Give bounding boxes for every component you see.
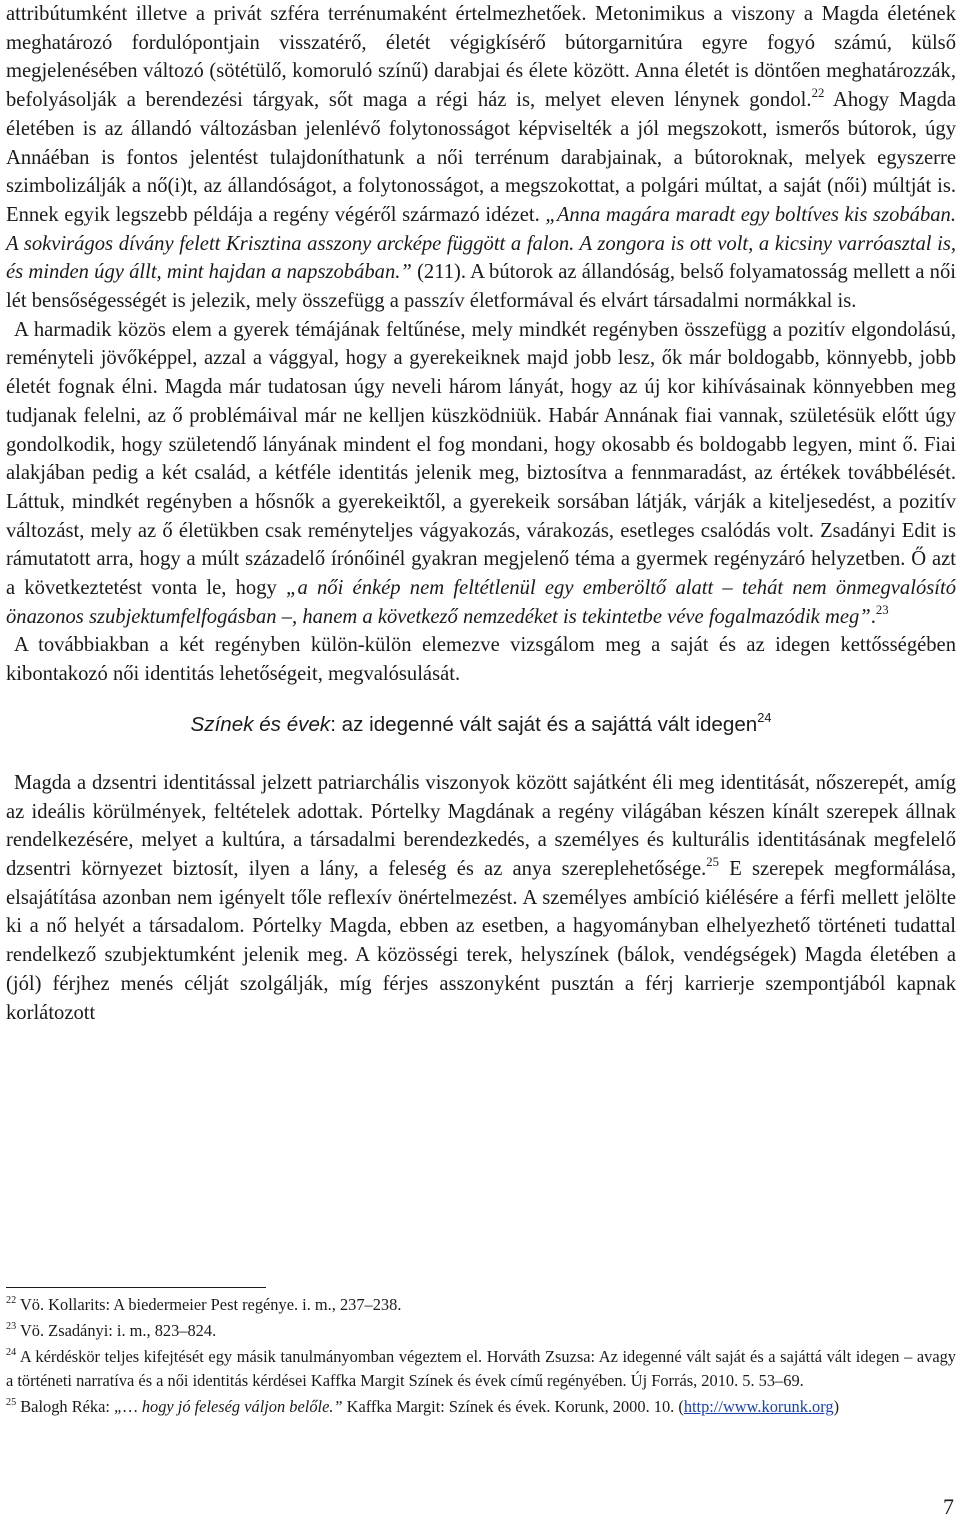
footnote-text: A kérdéskör teljes kifejtését egy másik tanulmányomban végeztem el. Horváth Zsuzsa: Az idegenné vált saját és a sajáttá vált idegen – avagy a történeti narratíva és a női identitás kérdései Kaffka Margit Színek és évek című regényében. Új Forrás, 2010. 5. 53–69.	[6, 1347, 956, 1390]
footnote-text: Vö. Zsadányi: i. m., 823–824.	[16, 1321, 217, 1340]
footnote-number: 23	[6, 1320, 17, 1332]
footnote	[6, 1319, 956, 1343]
paragraph	[6, 0, 956, 316]
footnote-ref[interactable]: 22	[811, 86, 825, 101]
text-run: Magda a dzsentri identitással jelzett patriarchális viszonyok között sajátként éli meg identitását, nőszerepét, amíg az ideális körülmények, feltételek adottak. Pórtelky Magdának a regény világában készen kínált szerepek állnak rendelkezésére, melyet a kultúra, a társadalmi berendezkedés, a személyes és kulturális identitásának megfelelő dzsentri környezet biztosít, ilyen a lány, a feleség és az anya szereplehetősége.	[6, 771, 956, 880]
text-run: Ahogy Magda életében is az állandó változásban jelenlévő folytonosságot képviselték a jól megszokott, ismerős bútorok, úgy Annáéban is fontos jelentést tulajdoníthatunk a női terrénum darabjainak, a bútoroknak, melyek egyszerre szimbolizálják a nő(i)t, az állandóságot, a folytonosságot, a megszokottat, a polgári múltat, a saját (női) múltját is. Ennek egyik legszebb példája a regény végéről származó idézet.	[6, 89, 957, 226]
paragraph	[6, 769, 956, 1027]
quotation: „Anna magára maradt egy boltíves kis szobában. A sokvirágos dívány felett Krisztina asszony arcképe függött a falon. A zongora is ott volt, a kicsiny varróasztal is, és minden úgy állt, mint hajdan a napszobában.”	[6, 203, 956, 284]
quotation: „a női énkép nem feltétlenül egy emberöltő alatt – tehát nem önmegvalósító önazonos szubjektumfelfogásban –, hanem a következő nemzedéket is tekintetbe véve fogalmazódik meg”	[6, 577, 957, 628]
footnote-text: Vö. Kollarits: A biedermeier Pest regénye. i. m., 237–238.	[16, 1295, 402, 1314]
footnote-text: Balogh Réka:	[16, 1397, 115, 1416]
section-heading	[6, 689, 956, 769]
text-run: (211). A bútorok az állandóság, belső folyamatosság mellett a női lét bensőségességét is jelezik, mely összefügg a passzív életformával és elvárt társadalmi normákkal is.	[6, 261, 956, 313]
footnote-divider	[6, 1287, 266, 1288]
text-run: E szerepek megformálása, elsajátítása azonban nem igényelt tőle reflexív önértelmezést. A személyes ambíció kiélésére a férfi mellett jelölte ki a nő helyét a társadalom. Pórtelky Magda, ebben az esetben, a hagyományban elhelyezhető történeti tudattal rendelkező szubjektumként jelenik meg. A közösségi terek, helyszínek (bálok, vendégségek) Magda életében a (jól) férjhez menés célját szolgálják, míg férjes asszonyként pusztán a férj karrierje szempontjából kapnak korlátozott	[6, 857, 956, 1024]
footnote-ref[interactable]: 25	[706, 855, 720, 870]
text-run: attribútumként illetve a privát szféra terrénumaként értelmezhetőek. Metonimikus a viszony a Magda életének meghatározó fordulópontjain visszatérő, életét végigkísérő bútorgarnitúra egyre fogyó számú, külső megjelenésében változó (sötétülő, komoruló színű) darabjai és élete között. Anna életét is döntően meghatározzák, befolyásolják a berendezési tárgyak, sőt maga a régi ház is, melyet eleven lénynek gondol.	[6, 3, 956, 112]
page-number: 7	[943, 1494, 954, 1519]
heading-subtitle: : az idegenné vált saját és a sajáttá vált idegen	[330, 712, 758, 736]
korunk-link[interactable]: http://www.korunk.org	[683, 1397, 834, 1416]
text-run: .	[870, 605, 876, 628]
paragraph: A továbbiakban a két regényben külön-külön elemezve vizsgálom meg a saját és az idegen kettősségében kibontakozó női identitás lehetőségeit, megvalósulását.	[6, 634, 956, 686]
footnote-number: 24	[6, 1346, 17, 1358]
footnote-title: „… hogy jó feleség váljon belőle.”	[114, 1397, 343, 1416]
footnote-text: )	[833, 1397, 840, 1416]
footnote-ref[interactable]: 23	[875, 602, 889, 617]
footnote-number: 25	[6, 1396, 17, 1408]
document-page	[6, 0, 956, 1027]
paragraph	[6, 316, 956, 632]
footnote-ref[interactable]: 24	[757, 709, 772, 725]
footnotes	[6, 1293, 956, 1421]
footnote	[6, 1395, 956, 1419]
footnote-text: Kaffka Margit: Színek és évek. Korunk, 2000. 10. (	[342, 1397, 684, 1416]
text-run: A harmadik közös elem a gyerek témájának feltűnése, mely mindkét regényben összefügg a pozitív elgondolású, reményteli jövőképpel, azzal a vággyal, hogy a gyerekeiknek majd jobb lesz, ők már boldogabb, könnyebb, jobb életét fognak élni. Magda már tudatosan úgy neveli három lányát, hogy az új kor kihívásainak könnyebben meg tudjanak felelni, az ő problémáival már ne kelljen küszködniük. Habár Annának fiai vannak, születésük előtt úgy gondolkodik, hogy születendő lányának mindent el fog mondani, hogy okosabb és boldogabb legyen, mint ő. Fiai alakjában pedig a két család, a kétféle identitás jelenik meg, biztosítva a fennmaradást, az értékek továbbélését. Láttuk, mindkét regényben a hősnők a gyerekeiktől, a gyerekeik sorsában látják, várják a kiteljesedést, a pozitív változást, mely az ő életükben csak reményteljes vágyakozás, várakozás, esetleges csalódás volt. Zsadányi Edit is rámutatott arra, hogy a múlt századelő írónőinél gyakran megjelenő téma a gyermek regényzáró helyzetben. Ő azt a következtetést vonta le, hogy	[6, 318, 956, 600]
footnote-number: 22	[6, 1294, 17, 1306]
footnote	[6, 1345, 956, 1393]
footnote	[6, 1293, 956, 1317]
heading-title: Színek és évek	[190, 712, 331, 736]
